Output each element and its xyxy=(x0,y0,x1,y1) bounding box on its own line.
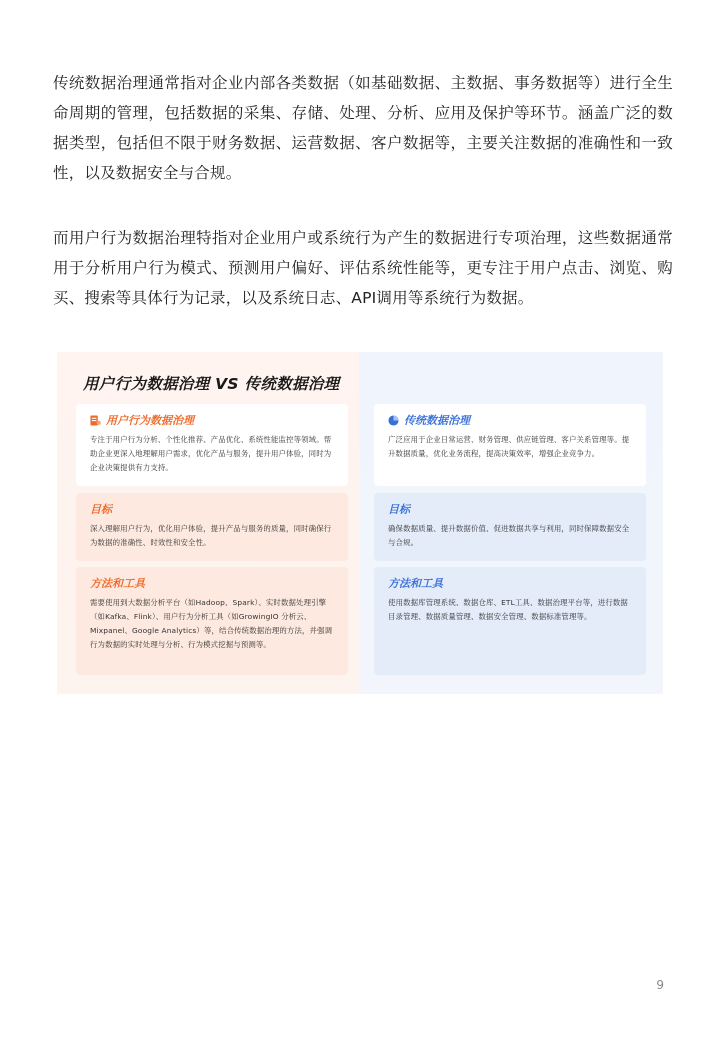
traditional-intro-card xyxy=(374,404,646,486)
user-behavior-tools-card xyxy=(76,567,348,675)
user-behavior-goal-body: 深入理解用户行为，优化用户体验，提升产品与服务的质量，同时确保行为数据的准确性、时效性和安全性。 xyxy=(90,524,332,547)
user-behavior-intro-card xyxy=(76,404,348,486)
traditional-tools-card xyxy=(374,567,646,675)
user-behavior-tools-title: 方法和工具 xyxy=(90,577,145,590)
user-behavior-tools-body: 需要使用到大数据分析平台（如Hadoop、Spark）、实时数据处理引擎（如Kafka、Flink）、用户行为分析工具（如GrowingIO 分析云、Mixpanel、Google Analytics）等，结合传统数据治理的方法，并强调行为数据的实时处理与分析、行为模式挖掘与预测等。 xyxy=(90,598,333,649)
user-behavior-icon xyxy=(90,415,101,426)
traditional-goal-card xyxy=(374,493,646,561)
pie-chart-icon xyxy=(388,415,399,426)
traditional-goal-body: 确保数据质量、提升数据价值、促进数据共享与利用，同时保障数据安全与合规。 xyxy=(388,524,630,547)
paragraph-user-behavior-governance: 而用户行为数据治理特指对企业用户或系统行为产生的数据进行专项治理，这些数据通常用于分析用户行为模式、预测用户偏好、评估系统性能等，更专注于用户点击、浏览、购买、搜索等具体行为记录，以及系统日志、API调用等系统行为数据。 xyxy=(53,229,673,307)
paragraph-traditional-governance: 传统数据治理通常指对企业内部各类数据（如基础数据、主数据、事务数据等）进行全生命周期的管理，包括数据的采集、存储、处理、分析、应用及保护等环节。涵盖广泛的数据类型，包括但不限于财务数据、运营数据、客户数据等，主要关注数据的准确性和一致性，以及数据安全与合规。 xyxy=(53,74,673,182)
comparison-figure xyxy=(57,352,663,694)
traditional-intro-title: 传统数据治理 xyxy=(404,414,470,427)
figure-title: 用户行为数据治理 VS 传统数据治理 xyxy=(83,375,340,393)
user-behavior-goal-title: 目标 xyxy=(90,503,112,516)
user-behavior-intro-title: 用户行为数据治理 xyxy=(106,414,194,427)
user-behavior-column xyxy=(57,352,359,694)
page-number: 9 xyxy=(656,978,664,992)
user-behavior-goal-card xyxy=(76,493,348,561)
traditional-tools-body: 使用数据库管理系统、数据仓库、ETL工具、数据治理平台等，进行数据目录管理、数据质量管理、数据安全管理、数据标准管理等。 xyxy=(388,598,628,621)
traditional-goal-title: 目标 xyxy=(388,503,410,516)
traditional-tools-title: 方法和工具 xyxy=(388,577,443,590)
traditional-intro-body: 广泛应用于企业日常运营、财务管理、供应链管理、客户关系管理等。提升数据质量，优化业务流程，提高决策效率，增强企业竞争力。 xyxy=(388,435,630,458)
traditional-column xyxy=(359,352,663,694)
user-behavior-intro-body: 专注于用户行为分析、个性化推荐、产品优化、系统性能监控等领域。帮助企业更深入地理解用户需求，优化产品与服务，提升用户体验，同时为企业决策提供有力支持。 xyxy=(90,435,332,472)
